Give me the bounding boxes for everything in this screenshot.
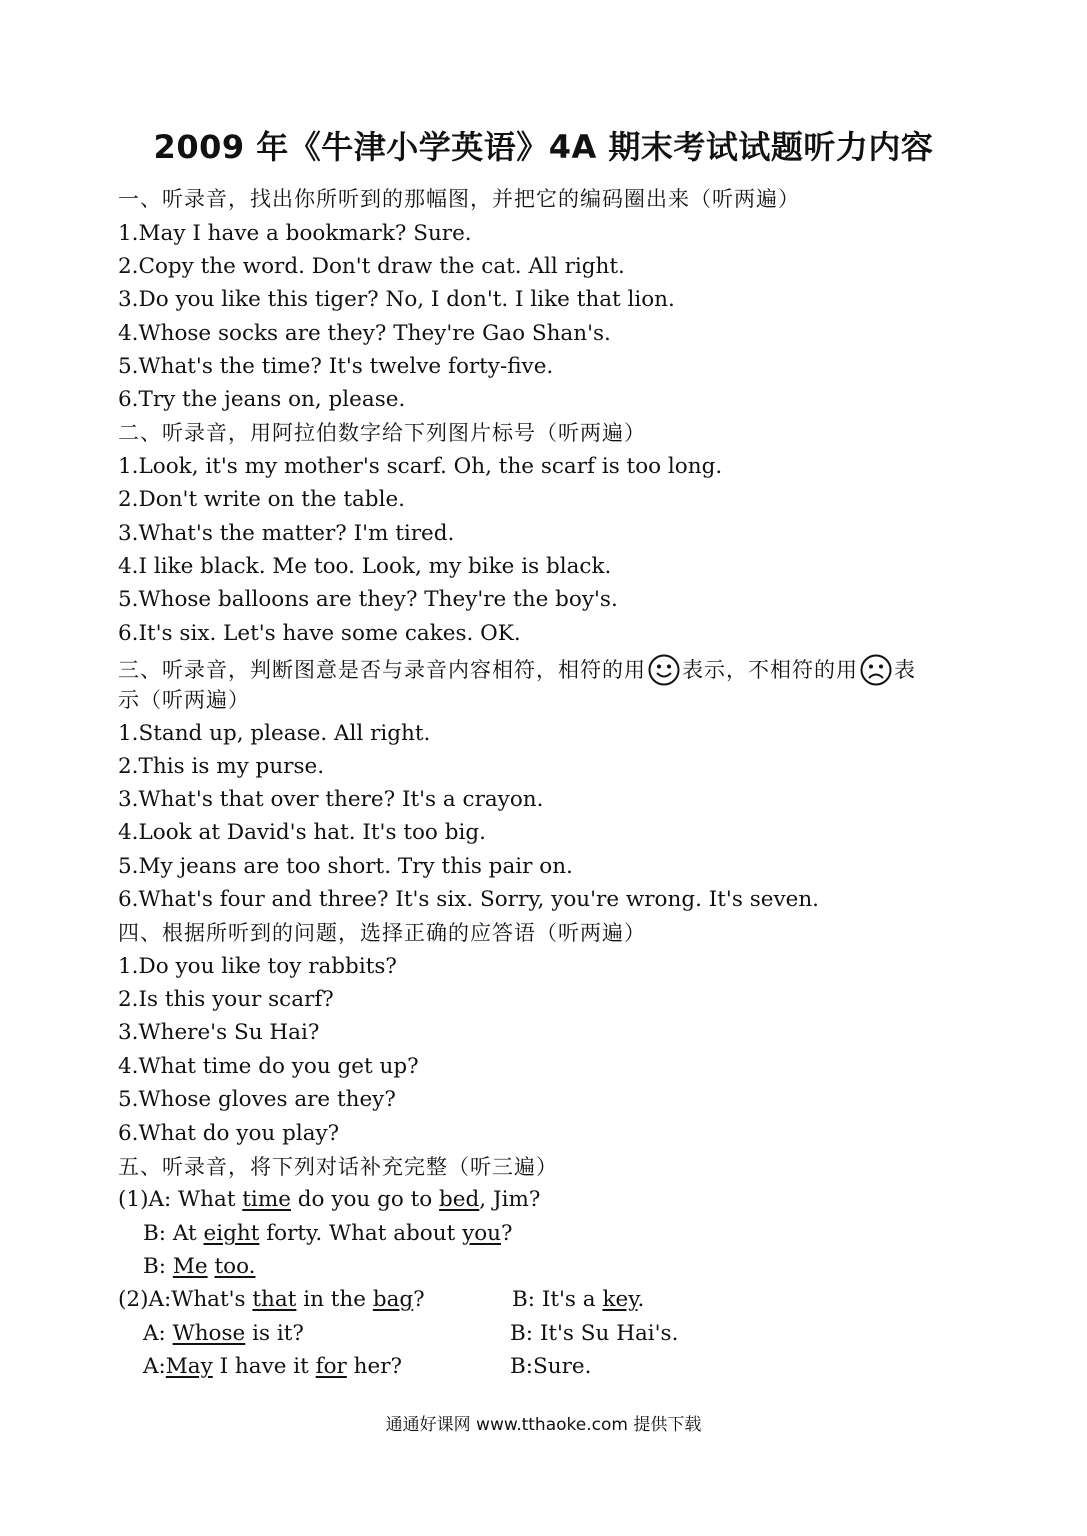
section2-item: 4.I like black. Me too. Look, my bike is black.	[118, 554, 612, 579]
filled-blank: key	[602, 1287, 638, 1312]
section4-item: 2.Is this your scarf?	[118, 987, 334, 1012]
section1-item: 1.May I have a bookmark? Sure.	[118, 221, 472, 246]
dialogue-text: A:	[143, 1354, 166, 1379]
section2-item: 1.Look, it's my mother's scarf. Oh, the scarf is too long.	[118, 454, 723, 479]
filled-blank: bed	[439, 1187, 480, 1212]
section4-heading: 四、根据所听到的问题，选择正确的应答语（听两遍）	[118, 921, 646, 945]
section1-item: 2.Copy the word. Don't draw the cat. All right.	[118, 254, 625, 279]
dialogue-text: B: At	[143, 1221, 204, 1246]
filled-blank: too.	[214, 1254, 256, 1279]
section2-item: 6.It's six. Let's have some cakes. OK.	[118, 621, 521, 646]
dialogue-text: in the	[296, 1287, 373, 1312]
dialogue-text: (1)A: What	[118, 1187, 243, 1212]
filled-blank: May	[165, 1354, 213, 1379]
sad-face-icon	[860, 654, 892, 692]
dialogue-text: B: It's a	[512, 1287, 603, 1312]
dialogue-text: , Jim?	[479, 1187, 541, 1212]
section5-heading: 五、听录音，将下列对话补充完整（听三遍）	[118, 1155, 558, 1179]
dialogue-text: B:	[143, 1254, 173, 1279]
footer-source: 通通好课网 www.tthaoke.com 提供下载	[385, 1415, 702, 1435]
dialogue2-line	[118, 1287, 425, 1313]
filled-blank: you	[462, 1221, 502, 1246]
dialogue-text: .	[637, 1287, 645, 1312]
section4-item: 1.Do you like toy rabbits?	[118, 954, 397, 979]
dialogue-text: is it?	[245, 1321, 304, 1346]
filled-blank: bag	[372, 1287, 414, 1312]
section1-item: 5.What's the time? It's twelve forty-five.	[118, 354, 554, 379]
dialogue2-answer: B:Sure.	[510, 1354, 592, 1379]
dialogue2-answer	[512, 1287, 644, 1313]
section1-heading: 一、听录音，找出你所听到的那幅图，并把它的编码圈出来（听两遍）	[118, 187, 800, 211]
section3-item: 2.This is my purse.	[118, 754, 325, 779]
section4-item: 6.What do you play?	[118, 1121, 340, 1146]
filled-blank: Whose	[172, 1321, 246, 1346]
dialogue-text: (2)A:What's	[118, 1287, 253, 1312]
dialogue-text: do you go to	[290, 1187, 440, 1212]
dialogue-text: her?	[346, 1354, 403, 1379]
dialogue2-line	[143, 1321, 304, 1347]
filled-blank: for	[315, 1354, 347, 1379]
filled-blank: that	[252, 1287, 297, 1312]
dialogue-text: ?	[501, 1221, 513, 1246]
dialogue2-answer: B: It's Su Hai's.	[510, 1321, 679, 1346]
section4-item: 5.Whose gloves are they?	[118, 1087, 396, 1112]
section3-item: 6.What's four and three? It's six. Sorry, you're wrong. It's seven.	[118, 887, 819, 912]
filled-blank: time	[242, 1187, 291, 1212]
section3-item: 1.Stand up, please. All right.	[118, 721, 431, 746]
dialogue1-line	[143, 1221, 513, 1247]
section3-item: 4.Look at David's hat. It's too big.	[118, 820, 486, 845]
section2-item: 3.What's the matter? I'm tired.	[118, 521, 455, 546]
dialogue1-line	[118, 1187, 540, 1213]
section3-heading-part: 表示，不相符的用	[682, 658, 858, 682]
section3-item: 5.My jeans are too short. Try this pair on.	[118, 854, 573, 879]
smiley-face-icon	[648, 654, 680, 692]
section2-item: 2.Don't write on the table.	[118, 487, 406, 512]
section2-heading: 二、听录音，用阿拉伯数字给下列图片标号（听两遍）	[118, 421, 646, 445]
dialogue-text: I have it	[212, 1354, 316, 1379]
dialogue-text: A:	[143, 1321, 173, 1346]
section3-item: 3.What's that over there? It's a crayon.	[118, 787, 544, 812]
section4-item: 4.What time do you get up?	[118, 1054, 419, 1079]
section3-heading-part: 三、听录音，判断图意是否与录音内容相符，相符的用	[118, 658, 646, 682]
filled-blank: Me	[172, 1254, 208, 1279]
page-title: 2009 年《牛津小学英语》4A 期末考试试题听力内容	[153, 128, 934, 166]
section3-heading-part: 表	[894, 658, 916, 682]
section2-item: 5.Whose balloons are they? They're the boy's.	[118, 587, 618, 612]
section1-item: 3.Do you like this tiger? No, I don't. I like that lion.	[118, 287, 675, 312]
filled-blank: eight	[203, 1221, 260, 1246]
dialogue-text: forty. What about	[259, 1221, 463, 1246]
section3-heading-cont: 示（听两遍）	[118, 688, 250, 712]
dialogue1-line	[143, 1254, 255, 1280]
dialogue2-line	[143, 1354, 402, 1380]
section4-item: 3.Where's Su Hai?	[118, 1020, 320, 1045]
dialogue-text: ?	[413, 1287, 425, 1312]
section1-item: 6.Try the jeans on, please.	[118, 387, 406, 412]
section1-item: 4.Whose socks are they? They're Gao Shan's.	[118, 321, 611, 346]
